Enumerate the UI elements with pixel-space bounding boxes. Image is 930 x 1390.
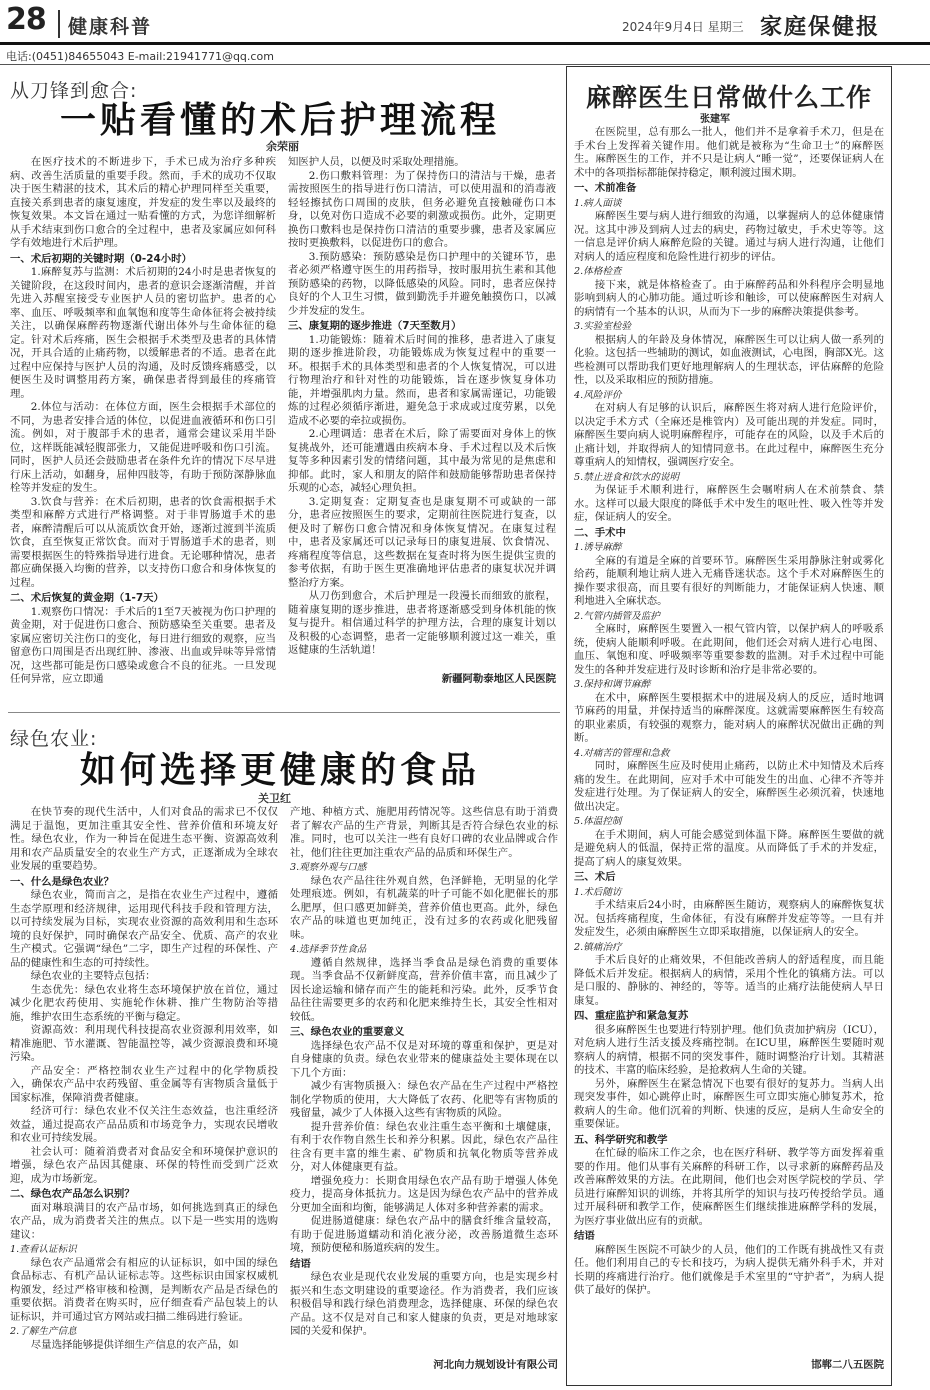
paragraph: 全麻的有道是全麻的首要环节。麻醉医生采用静脉注射或雾化给药，能顺利地让病人进入无痛昏迷状态。这个手术对麻醉医生的操作要求很高，而且要有很好的判断能力，才能保证病人快速、顺利地进入全麻状态。 bbox=[574, 554, 884, 607]
article1-title: 一贴看懂的术后护理流程 bbox=[59, 99, 500, 141]
sidebar-credit: 邯郸二八五医院 bbox=[811, 1359, 884, 1371]
paragraph: 1.麻醉复苏与监测：术后初期的24小时是患者恢复的关键阶段，在这段时间内，患者的意识会逐渐清醒，并首先进入苏醒室接受专业医护人员的密切监护。患者的心率、血压、呼吸频率和血氧饱和度等生命体征将会被持续关注，以确保麻醉药物逐渐代谢出体外与生命体征的稳定。针对术后疼痛，医生会根据手术类型及患者的具体情况，开具合适的止痛药物，以缓解患者的不适。患者在此过程中应保持与医护人员的沟通，及时反馈疼痛感受，以便医生及时调整用药方案，确保患者得到最佳的疼痛管理。 bbox=[10, 266, 276, 400]
section-heading: 三、绿色农业的重要意义 bbox=[290, 1026, 405, 1038]
subheading: 4.风险评价 bbox=[574, 389, 622, 401]
section-heading: 一、什么是绿色农业？ bbox=[10, 875, 114, 888]
paragraph: 在医疗技术的不断进步下，手术已成为治疗多种疾病、改善生活质量的重要手段。然而，手术的成功不仅取决于医生精湛的技术，其术后的精心护理同样至关重要，直接关系到患者的康复速度，并发症的发生率以及最终的恢复效果。本文旨在通过一贴看懂的方式，为您详细解析从手术结束到伤口愈合的全过程中，患者及家属应如何科学有效地进行术后护理。 bbox=[10, 156, 276, 249]
paragraph: 生态优先：绿色农业将生态环境保护放在首位，通过减少化肥农药使用、实施轮作休耕、推广生物防治等措施，维护农田生态系统的平衡与稳定。 bbox=[10, 983, 278, 1023]
contact-line: 电话:(0451)84655043 E-mail:21941771@qq.com bbox=[6, 50, 274, 63]
paragraph: 在快节奏的现代生活中，人们对食品的需求已不仅仅满足于温饱，更加注重其安全性、营养价值和环境友好性。绿色农业，作为一种旨在促进生态平衡、资源高效利用和农产品质量安全的农业生产方式，正逐渐成为全球农业发展的重要趋势。 bbox=[10, 806, 278, 872]
paragraph: 麻醉医生医院不可缺少的人员，他们的工作既有挑战性又有责任。他们利用自己的专长和技巧，为病人提供无痛外科手术，并对长期的疼痛进行治疗。他们就像是手术室里的“守护者”，为病人提供了最好的保护。 bbox=[574, 1243, 884, 1296]
article1-kicker: 从刀锋到愈合: bbox=[10, 80, 138, 102]
article2-author: 关卫红 bbox=[258, 792, 291, 805]
section-title: 健康科普 bbox=[68, 16, 153, 38]
paragraph: 资源高效：利用现代科技提高农业资源利用效率，如精准施肥、节水灌溉、智能温控等，减少资源浪费和环境污染。 bbox=[10, 1024, 278, 1063]
paragraph: 3.预防感染：预防感染是伤口护理中的关键环节，患者必须严格遵守医生的用药指导，按时服用抗生素和其他预防感染的药物，以降低感染的风险。同时，患者应保持良好的个人卫生习惯，做到勤洗手并避免触摸伤口，以减少并发症的发生。 bbox=[288, 250, 556, 317]
section-heading: 二、术后恢复的黄金期（1-7天） bbox=[10, 592, 164, 604]
paragraph: 2.心理调适：患者在术后，除了需要面对身体上的恢复挑战外，还可能遭遇由疾病本身、手术过程以及术后恢复等多种因素引发的情绪问题，其中最为常见的是焦虑和抑郁。此时，家人和朋友的陪伴和鼓励能够帮助患者保持乐观的心态，减轻心理负担。 bbox=[288, 428, 556, 494]
paragraph: 尽量选择能够提供详细生产信息的农产品，如 bbox=[30, 1338, 239, 1351]
article2-column-2 bbox=[290, 806, 558, 1354]
subheading: 1.诱导麻醉 bbox=[574, 542, 622, 553]
subheading: 2.体格检查 bbox=[574, 266, 622, 277]
paragraph: 提升营养价值：绿色农业注重生态平衡和土壤健康，有利于农作物自然生长和养分积累。因此，绿色农产品往往含有更丰富的维生素、矿物质和抗氧化物质等营养成分，对人体健康更有益。 bbox=[290, 1120, 558, 1173]
article1-credit: 新疆阿勒泰地区人民医院 bbox=[441, 673, 556, 685]
article2-title: 如何选择更健康的食品 bbox=[79, 749, 480, 791]
paragraph: 选择绿色农产品不仅是对环境的尊重和保护，更是对自身健康的负责。绿色农业带来的健康益处主要体现在以下几个方面： bbox=[290, 1039, 558, 1079]
subheading: 5.禁止进食和饮水的说明 bbox=[574, 471, 680, 483]
paragraph: 3.饮食与营养：在术后初期，患者的饮食需根据手术类型和麻醉方式进行严格调整。对于非胃肠道手术的患者，麻醉清醒后可以从流质饮食开始，逐渐过渡到半流质饮食，直至恢复正常饮食。而对于胃肠道手术的患者，则需要根据医生的特殊指导进行进食。无论哪种情况，患者都应确保摄入均衡的营养，以支持伤口愈合和身体恢复的过程。 bbox=[10, 495, 276, 589]
article2-credit: 河北向力规划设计有限公司 bbox=[433, 1359, 558, 1371]
section-heading: 三、术后 bbox=[574, 871, 616, 883]
paragraph: 接下来，就是体格检查了。由于麻醉药品和外科程序会明显地影响到病人的心肺功能。通过听诊和触诊，可以使麻醉医生对病人的病情有一个基本的认识，从而为下一步的麻醉决策提供参考。 bbox=[574, 278, 884, 318]
paragraph: 2.伤口敷料管理：为了保持伤口的清洁与干燥，患者需按照医生的指导进行伤口清洁，可以使用温和的消毒液轻轻擦拭伤口周围的皮肤，但务必避免直接触碰伤口本身，以免对伤口造成不必要的刺激或损伤。此外，定期更换伤口敷料也是保持伤口清洁的重要步骤，患者及家属应按时更换敷料，以促进伤口的愈合。 bbox=[288, 169, 556, 249]
section-heading: 五、科学研究和教学 bbox=[574, 1133, 668, 1146]
subheading: 3.保持和调节麻醉 bbox=[574, 679, 651, 690]
section-heading: 二、手术中 bbox=[574, 526, 626, 539]
paragraph: 知医护人员，以便及时采取处理措施。 bbox=[288, 156, 465, 168]
article2-column-1 bbox=[10, 806, 278, 1378]
subheading: 1.术后随访 bbox=[574, 886, 622, 898]
paragraph: 2.体位与活动：在体位方面，医生会根据手术部位的不同，为患者安排合适的体位，以促进血液循环和伤口引流。例如，对于腹部手术的患者，通常会建议采用半卧位，这样既能减轻腹部张力，又能促进呼吸和伤口引流。同时，医护人员还会鼓励患者在条件允许的情况下尽早进行床上活动，如翻身，屈伸四肢等，有助于预防深静脉血栓等并发症的发生。 bbox=[10, 401, 276, 494]
paragraph: 从刀伤到愈合，术后护理是一段漫长而细致的旅程，随着康复期的逐步推进，患者将逐渐感受到身体机能的恢复与提升。相信通过科学的护理方法，合理的康复计划以及积极的心态调整，患者一定能够顺利渡过这一难关，重返健康的生活轨道！ bbox=[288, 590, 556, 656]
sidebar-title: 麻醉医生日常做什么工作 bbox=[585, 83, 872, 112]
paragraph: 同时，麻醉医生应及时使用止痛药，以防止术中知情及术后疼痛的发生。在此期间，应对手术中可能发生的出血、心律不齐等并发症进行处理。为了保证病人的安全，麻醉医生必须沉着，快速地做出决定。 bbox=[574, 760, 884, 813]
paragraph: 手术结束后24小时，由麻醉医生随访，观察病人的麻醉恢复状况。包括疼痛程度，生命体征，有没有麻醉并发症等等。一旦有并发症发生，必须由麻醉医生立即采取措施，以保证病人的安全。 bbox=[574, 899, 884, 938]
paragraph: 增强免疫力：长期食用绿色农产品有助于增强人体免疫力，提高身体抵抗力。这是因为绿色农产品中的营养成分更加全面和均衡，能够满足人体对多种营养素的需求。 bbox=[290, 1174, 558, 1214]
paragraph: 绿色农业，简而言之，是指在农业生产过程中，遵循生态学原理和经济规律，运用现代科技手段和管理方法，以可持续发展为目标，实现农业资源的高效利用和生态环境的良好保护，同时确保农产品安全、优质、高产的农业生产模式。它强调“绿色”二字，即生产过程的环保性、产品的健康性和生态的可持续性。 bbox=[10, 889, 278, 969]
paragraph: 减少有害物质摄入：绿色农产品在生产过程中严格控制化学物质的使用，大大降低了农药、化肥等有害物质的残留量，减少了人体摄入这些有害物质的风险。 bbox=[290, 1080, 558, 1119]
paragraph: 很多麻醉医生也要进行特别护理。他们负责加护病房（ICU），对危病人进行生活支援及疼痛控制。在ICU里，麻醉医生要随时观察病人的病情，根据不同的突发事件，随时调整治疗计划。其精湛的技术、丰富的临床经验，是抢救病人生命的关键。 bbox=[574, 1023, 884, 1076]
subheading: 4.选择季节性食品 bbox=[290, 944, 367, 955]
sidebar-column bbox=[574, 126, 884, 1354]
section-heading: 三、康复期的逐步推进（7天至数月） bbox=[288, 320, 462, 332]
subheading: 3.观察外观与口感 bbox=[290, 862, 367, 873]
article1-column-2 bbox=[288, 156, 556, 670]
sidebar-author: 张建军 bbox=[700, 114, 730, 125]
newspaper-name: 家庭保健报 bbox=[760, 14, 881, 40]
subheading: 4.对痛苦的管理和急救 bbox=[574, 747, 670, 759]
section-heading: 二、绿色农产品怎么识别？ bbox=[10, 1188, 135, 1200]
paragraph: 绿色农产品往往外观自然，色泽鲜艳，无明显的化学处理痕迹。例如，有机蔬菜的叶子可能不如化肥催长的那么肥厚，但口感更加鲜美，营养价值也更高。此外，绿色农产品的味道也更加纯正，没有过多的农药或化肥残留味。 bbox=[290, 874, 558, 941]
paragraph: 绿色农产品通常会有相应的认证标识，如中国的绿色食品标志、有机产品认证标志等。这些标识由国家权威机构颁发，经过严格审核和检测，是判断农产品是否绿色的重要依据。消费者在购买时，应仔细查看产品包装上的认证标识，并可通过官方网站或扫描二维码进行验证。 bbox=[10, 1256, 278, 1323]
paragraph: 手术后良好的止痛效果，不但能改善病人的舒适程度，而且能降低术后并发症。根据病人的病情，采用个性化的镇痛方法。可以是口服的、静脉的、神经的，等等。适当的止痛疗法能使病人早日康复。 bbox=[574, 954, 884, 1007]
subheading: 2.镇痛治疗 bbox=[574, 941, 622, 953]
paragraph: 产品安全：严格控制农业生产过程中的化学物质投入，确保农产品中农药残留、重金属等有害物质含量低于国家标准，保障消费者健康。 bbox=[10, 1064, 278, 1104]
paragraph: 社会认可：随着消费者对食品安全和环境保护意识的增强，绿色农产品因其健康、环保的特性而受到广泛欢迎，成为市场新宠。 bbox=[10, 1145, 278, 1185]
section-heading: 四、重症监护和紧急复苏 bbox=[574, 1010, 689, 1022]
paragraph: 麻醉医生要与病人进行细致的沟通，以掌握病人的总体健康情况。这其中涉及到病人过去的病史，药物过敏史，手术史等等。这一信息是评价病人麻醉危险的关键。通过与病人进行沟通，让他们对病人的适应程度和危险性进行初步的评估。 bbox=[574, 210, 884, 263]
paragraph: 在对病人有足够的认识后，麻醉医生将对病人进行危险评价，以决定手术方式（全麻还是椎管内）及可能出现的并发症。同时，麻醉医生要向病人说明麻醉程序，可能存在的风险，以及手术后的止痛计划，并取得病人的知情同意书。在此过程中，麻醉医生充分尊重病人的知情权，强调医疗安全。 bbox=[574, 402, 884, 468]
header-divider bbox=[58, 10, 60, 38]
paragraph: 1.观察伤口情况：手术后的1至7天被视为伤口护理的黄金期，对于促进伤口愈合、预防感染至关重要。患者及家属应密切关注伤口的变化，每日进行细致的观察，应当留意伤口周围是否出现红肿、渗液、出血或异味等异常情况，这些都可能是伤口感染或愈合不良的征兆。一旦发现任何异常，应立即通 bbox=[10, 605, 276, 685]
subheading: 1.病人面谈 bbox=[574, 197, 622, 209]
paragraph: 遵循自然规律，选择当季食品是绿色消费的重要体现。当季食品不仅新鲜度高，营养价值丰富，而且减少了因长途运输和储存而产生的能耗和污染。此外，反季节食品往往需要更多的农药和化肥来维持生长，其安全性相对较低。 bbox=[290, 956, 558, 1023]
paragraph: 1.功能锻炼：随着术后时间的推移，患者进入了康复期的逐步推进阶段，功能锻炼成为恢复过程中的重要一环。根据手术的具体类型和患者的个人恢复情况，可以进行物理治疗和针对性的功能锻炼，旨在逐步恢复身体功能，并增强肌肉力量。然而，患者和家属需谨记，功能锻炼的过程必须循序渐进，避免急于求成或过度劳累，以免造成不必要的牵拉或损伤。 bbox=[288, 333, 556, 427]
paragraph: 全麻时，麻醉医生要置入一根气管内管，以保护病人的呼吸系统，使病人能顺利呼吸。在此期间，他们还会对病人进行心电图、血压、氧饱和度、呼吸频率等重要参数的监测。对手术过程中可能发生的各种并发症进行及时诊断和治疗是非常必要的。 bbox=[574, 623, 884, 676]
paragraph: 另外，麻醉医生在紧急情况下也要有很好的复苏力。当病人出现突发事件，如心跳停止时，麻醉医生可立即实施心肺复苏术，抢救病人的生命。他们沉着的判断、快速的反应，是病人生命安全的重要保证。 bbox=[574, 1077, 884, 1130]
paragraph: 3.定期复查：定期复查也是康复期不可或缺的一部分，患者应按照医生的要求，定期前往医院进行复查，以便及时了解伤口愈合情况和身体恢复情况。在康复过程中，患者及家属还可以记录每日的康复进展、饮食情况、疼痛程度等信息，这些数据在复查时将为医生提供宝贵的参考依据，有助于医生更准确地评估患者的康复状况并调整治疗方案。 bbox=[288, 495, 556, 589]
subheading: 5.体温控制 bbox=[574, 816, 622, 827]
paragraph: 根据病人的年龄及身体情况，麻醉医生可以让病人做一系列的化验。这包括一些辅助的测试，如血液测试，心电图，胸部X光。这些检测可以帮助我们更好地理解病人的生理状态，评估麻醉的危险性，以及采取相应的预防措施。 bbox=[574, 333, 884, 386]
subheading: 3.实验室检验 bbox=[574, 321, 632, 332]
paragraph: 促进肠道健康：绿色农产品中的膳食纤维含量较高，有助于促进肠道蠕动和消化液分泌，改善肠道微生态环境，预防便秘和肠道疾病的发生。 bbox=[290, 1215, 558, 1254]
section-heading: 结语 bbox=[290, 1257, 311, 1270]
section-heading: 一、术后初期的关键时期（0-24小时） bbox=[10, 252, 192, 265]
paragraph: 在术中，麻醉医生要根据术中的进展及病人的反应，适时地调节麻药的用量，并保持适当的麻醉深度。这就需要麻醉医生有较高的职业素质，有较强的观察力，能对病人的麻醉状况做出正确的判断。 bbox=[574, 691, 884, 744]
paragraph: 在忙碌的临床工作之余，也在医疗科研、教学等方面发挥着重要的作用。他们从事有关麻醉的科研工作，以寻求新的麻醉药品及改善麻醉效果的方法。在此期间，他们也会对医学院校的学员、学员进行麻醉知识的训练，并将其所学的知识与技巧传授给学员。通过开展科研和教学工作，使麻醉医生们继续推进麻醉学科的发展，为医疗事业做出应有的贡献。 bbox=[574, 1147, 884, 1227]
issue-date: 2024年9月4日 星期三 bbox=[622, 20, 744, 34]
subheading: 2.气管内插管及监护 bbox=[574, 610, 660, 622]
subheading: 2.了解生产信息 bbox=[10, 1326, 77, 1337]
article1-column-1 bbox=[10, 156, 276, 716]
subheading: 1.查看认证标识 bbox=[10, 1244, 77, 1255]
contact-rule bbox=[0, 64, 930, 65]
section-heading: 一、术前准备 bbox=[574, 182, 637, 194]
paragraph: 绿色农业是现代农业发展的重要方向，也是实现乡村振兴和生态文明建设的重要途径。作为消费者，我们应该积极倡导和践行绿色消费理念，选择健康、环保的绿色农产品。这不仅是对自己和家人健康的负责，更是对地球家园的关爱和保护。 bbox=[290, 1271, 558, 1337]
paragraph: 在医院里，总有那么一批人，他们并不是拿着手术刀，但是在手术台上发挥着关键作用。他们就是被称为“生命卫士”的麻醉医生。麻醉医生的工作，并不只是让病人“睡一觉”，还要保证病人在术中的各项指标都能保持稳定，顺利渡过围术期。 bbox=[574, 126, 884, 179]
paragraph: 经济可行：绿色农业不仅关注生态效益，也注重经济效益，通过提高农产品品质和市场竞争力，实现农民增收和农业可持续发展。 bbox=[10, 1105, 278, 1144]
paragraph: 为保证手术顺利进行，麻醉医生会嘱咐病人在术前禁食、禁水。这样可以最大限度的降低手术中发生的呕吐性、吸入性等并发症，保证病人的安全。 bbox=[574, 484, 884, 523]
paragraph: 绿色农业的主要特点包括： bbox=[30, 970, 156, 982]
paragraph: 产地、种植方式、施肥用药情况等。这些信息有助于消费者了解农产品的生产背景，判断其是否符合绿色农业的标准。同时，也可以关注一些有良好口碑的农业品牌或合作社，他们往往更加注重农产品的品质和环保生产。 bbox=[290, 806, 558, 859]
article2-kicker: 绿色农业: bbox=[10, 728, 98, 750]
article-divider bbox=[8, 712, 560, 713]
paragraph: 在手术期间，病人可能会感觉到体温下降。麻醉医生要做的就是避免病人的低温，保持正常的温度。从而降低了手术的并发症，提高了病人的康复效果。 bbox=[574, 828, 884, 868]
section-heading: 结语 bbox=[574, 1230, 595, 1242]
paragraph: 面对琳琅满目的农产品市场，如何挑选到真正的绿色农产品，成为消费者关注的焦点。以下是一些实用的选购建议： bbox=[10, 1201, 278, 1241]
header-rule bbox=[0, 42, 930, 45]
page-number: 28 bbox=[6, 2, 46, 37]
article1-author: 余荣丽 bbox=[266, 140, 299, 153]
